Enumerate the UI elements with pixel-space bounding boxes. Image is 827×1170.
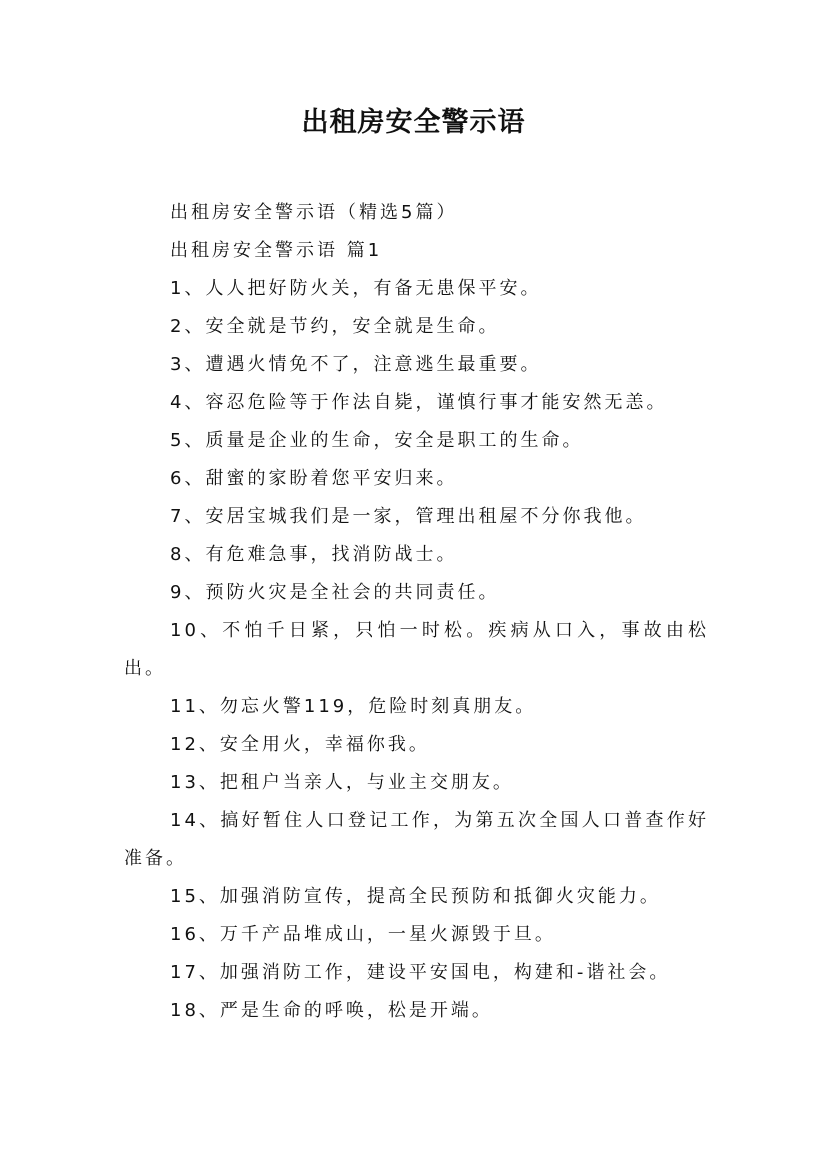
paragraph: 出租房安全警示语 篇1 (170, 240, 383, 261)
list-item: 13、把租户当亲人，与业主交朋友。 (170, 772, 514, 793)
list-item: 11、勿忘火警119，危险时刻真朋友。 (170, 696, 537, 717)
list-item: 3、遭遇火情免不了，注意逃生最重要。 (170, 354, 542, 375)
list-item: 7、安居宝城我们是一家，管理出租屋不分你我他。 (170, 506, 647, 527)
list-item: 17、加强消防工作，建设平安国电，构建和-谐社会。 (170, 962, 671, 983)
list-item: 4、容忍危险等于作法自毙，谨慎行事才能安然无恙。 (170, 392, 668, 413)
list-item: 12、安全用火，幸福你我。 (170, 734, 430, 755)
list-item: 15、加强消防宣传，提高全民预防和抵御火灾能力。 (170, 886, 661, 907)
list-item: 14、搞好暂住人口登记工作，为第五次全国人口普查作好准备。 (124, 810, 709, 869)
list-item: 1、人人把好防火关，有备无患保平安。 (170, 278, 542, 299)
paragraph: 出租房安全警示语（精选5篇） (170, 202, 458, 223)
list-item: 8、有危难急事，找消防战士。 (170, 544, 458, 565)
list-item: 6、甜蜜的家盼着您平安归来。 (170, 468, 458, 489)
list-item: 18、严是生命的呼唤，松是开端。 (170, 1000, 493, 1021)
document-body (124, 194, 709, 1030)
list-item: 5、质量是企业的生命，安全是职工的生命。 (170, 430, 584, 451)
list-item: 9、预防火灾是全社会的共同责任。 (170, 582, 500, 603)
list-item: 10、不怕千日紧，只怕一时松。疾病从口入，事故由松出。 (124, 620, 709, 679)
list-item: 2、安全就是节约，安全就是生命。 (170, 316, 500, 337)
list-item: 16、万千产品堆成山，一星火源毁于旦。 (170, 924, 556, 945)
document-title: 出租房安全警示语 (301, 107, 526, 138)
